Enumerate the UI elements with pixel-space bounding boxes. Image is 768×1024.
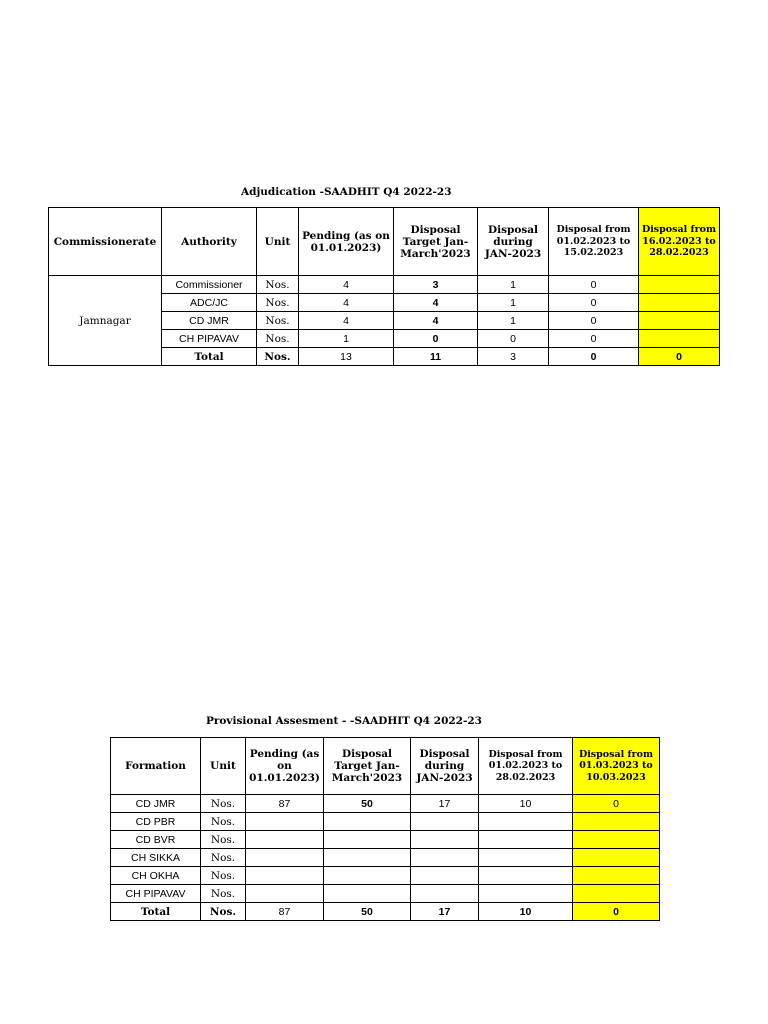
pending-cell: 1 bbox=[299, 330, 394, 348]
total-unit: Nos. bbox=[201, 903, 246, 921]
authority-cell: CD JMR bbox=[162, 312, 257, 330]
mar-cell bbox=[573, 849, 660, 867]
target-cell bbox=[324, 885, 411, 903]
jan-cell bbox=[411, 867, 479, 885]
mar-cell bbox=[573, 813, 660, 831]
mar-cell: 0 bbox=[573, 795, 660, 813]
unit-cell: Nos. bbox=[257, 312, 299, 330]
total-label: Total bbox=[111, 903, 201, 921]
feb-cell bbox=[479, 849, 573, 867]
pending-cell: 87 bbox=[246, 795, 324, 813]
total-mar: 0 bbox=[573, 903, 660, 921]
header-feb2: Disposal from 16.02.2023 to 28.02.2023 bbox=[639, 208, 720, 276]
formation-cell: CH OKHA bbox=[111, 867, 201, 885]
feb-cell bbox=[479, 885, 573, 903]
table-row bbox=[111, 867, 660, 885]
provisional-header-row bbox=[111, 738, 660, 795]
unit-cell: Nos. bbox=[201, 813, 246, 831]
header-pending: Pending (as on 01.01.2023) bbox=[246, 738, 324, 795]
formation-cell: CD PBR bbox=[111, 813, 201, 831]
jan-cell: 1 bbox=[478, 276, 549, 294]
header-jan: Disposal during JAN-2023 bbox=[411, 738, 479, 795]
jan-cell bbox=[411, 813, 479, 831]
table-row bbox=[111, 885, 660, 903]
jan-cell: 0 bbox=[478, 330, 549, 348]
mar-cell bbox=[573, 867, 660, 885]
total-jan: 17 bbox=[411, 903, 479, 921]
table-row bbox=[111, 795, 660, 813]
target-cell bbox=[324, 813, 411, 831]
pending-cell bbox=[246, 831, 324, 849]
adjudication-table bbox=[48, 207, 720, 366]
feb1-cell: 0 bbox=[549, 330, 639, 348]
feb2-cell bbox=[639, 330, 720, 348]
header-target: Disposal Target Jan-March'2023 bbox=[394, 208, 478, 276]
formation-cell: CH SIKKA bbox=[111, 849, 201, 867]
feb-cell bbox=[479, 831, 573, 849]
header-unit: Unit bbox=[257, 208, 299, 276]
total-target: 11 bbox=[394, 348, 478, 366]
pending-cell: 4 bbox=[299, 312, 394, 330]
unit-cell: Nos. bbox=[201, 867, 246, 885]
authority-cell: Commissioner bbox=[162, 276, 257, 294]
total-pending: 13 bbox=[299, 348, 394, 366]
total-feb1: 0 bbox=[549, 348, 639, 366]
commissionerate-cell: Jamnagar bbox=[49, 276, 162, 366]
feb1-cell: 0 bbox=[549, 312, 639, 330]
total-target: 50 bbox=[324, 903, 411, 921]
feb1-cell: 0 bbox=[549, 276, 639, 294]
unit-cell: Nos. bbox=[201, 849, 246, 867]
jan-cell: 17 bbox=[411, 795, 479, 813]
header-pending: Pending (as on 01.01.2023) bbox=[299, 208, 394, 276]
header-feb: Disposal from 01.02.2023 to 28.02.2023 bbox=[479, 738, 573, 795]
pending-cell bbox=[246, 885, 324, 903]
pending-cell bbox=[246, 867, 324, 885]
target-cell: 0 bbox=[394, 330, 478, 348]
mar-cell bbox=[573, 885, 660, 903]
table-row bbox=[49, 276, 720, 294]
table-row bbox=[111, 813, 660, 831]
target-cell bbox=[324, 831, 411, 849]
formation-cell: CH PIPAVAV bbox=[111, 885, 201, 903]
pending-cell bbox=[246, 849, 324, 867]
target-cell: 4 bbox=[394, 312, 478, 330]
feb-cell bbox=[479, 867, 573, 885]
header-target: Disposal Target Jan-March'2023 bbox=[324, 738, 411, 795]
authority-cell: ADC/JC bbox=[162, 294, 257, 312]
mar-cell bbox=[573, 831, 660, 849]
provisional-table bbox=[110, 737, 660, 921]
adjudication-title: Adjudication -SAADHIT Q4 2022-23 bbox=[241, 186, 452, 198]
feb1-cell: 0 bbox=[549, 294, 639, 312]
authority-cell: CH PIPAVAV bbox=[162, 330, 257, 348]
jan-cell: 1 bbox=[478, 312, 549, 330]
feb-cell bbox=[479, 813, 573, 831]
unit-cell: Nos. bbox=[257, 294, 299, 312]
header-commissionerate: Commissionerate bbox=[49, 208, 162, 276]
pending-cell: 4 bbox=[299, 276, 394, 294]
feb2-cell bbox=[639, 276, 720, 294]
provisional-title: Provisional Assesment - -SAADHIT Q4 2022-23 bbox=[206, 715, 482, 727]
feb-cell: 10 bbox=[479, 795, 573, 813]
target-cell bbox=[324, 849, 411, 867]
formation-cell: CD JMR bbox=[111, 795, 201, 813]
target-cell: 4 bbox=[394, 294, 478, 312]
total-unit: Nos. bbox=[257, 348, 299, 366]
total-feb2: 0 bbox=[639, 348, 720, 366]
header-mar: Disposal from 01.03.2023 to 10.03.2023 bbox=[573, 738, 660, 795]
feb2-cell bbox=[639, 312, 720, 330]
unit-cell: Nos. bbox=[201, 885, 246, 903]
total-pending: 87 bbox=[246, 903, 324, 921]
header-unit: Unit bbox=[201, 738, 246, 795]
feb2-cell bbox=[639, 294, 720, 312]
target-cell bbox=[324, 867, 411, 885]
pending-cell: 4 bbox=[299, 294, 394, 312]
jan-cell: 1 bbox=[478, 294, 549, 312]
target-cell: 3 bbox=[394, 276, 478, 294]
total-jan: 3 bbox=[478, 348, 549, 366]
unit-cell: Nos. bbox=[257, 276, 299, 294]
total-row bbox=[111, 903, 660, 921]
unit-cell: Nos. bbox=[257, 330, 299, 348]
jan-cell bbox=[411, 885, 479, 903]
adjudication-header-row bbox=[49, 208, 720, 276]
header-authority: Authority bbox=[162, 208, 257, 276]
formation-cell: CD BVR bbox=[111, 831, 201, 849]
unit-cell: Nos. bbox=[201, 831, 246, 849]
table-row bbox=[111, 849, 660, 867]
jan-cell bbox=[411, 849, 479, 867]
unit-cell: Nos. bbox=[201, 795, 246, 813]
table-row bbox=[111, 831, 660, 849]
jan-cell bbox=[411, 831, 479, 849]
target-cell: 50 bbox=[324, 795, 411, 813]
total-label: Total bbox=[162, 348, 257, 366]
total-feb: 10 bbox=[479, 903, 573, 921]
header-jan: Disposal during JAN-2023 bbox=[478, 208, 549, 276]
header-formation: Formation bbox=[111, 738, 201, 795]
header-feb1: Disposal from 01.02.2023 to 15.02.2023 bbox=[549, 208, 639, 276]
pending-cell bbox=[246, 813, 324, 831]
